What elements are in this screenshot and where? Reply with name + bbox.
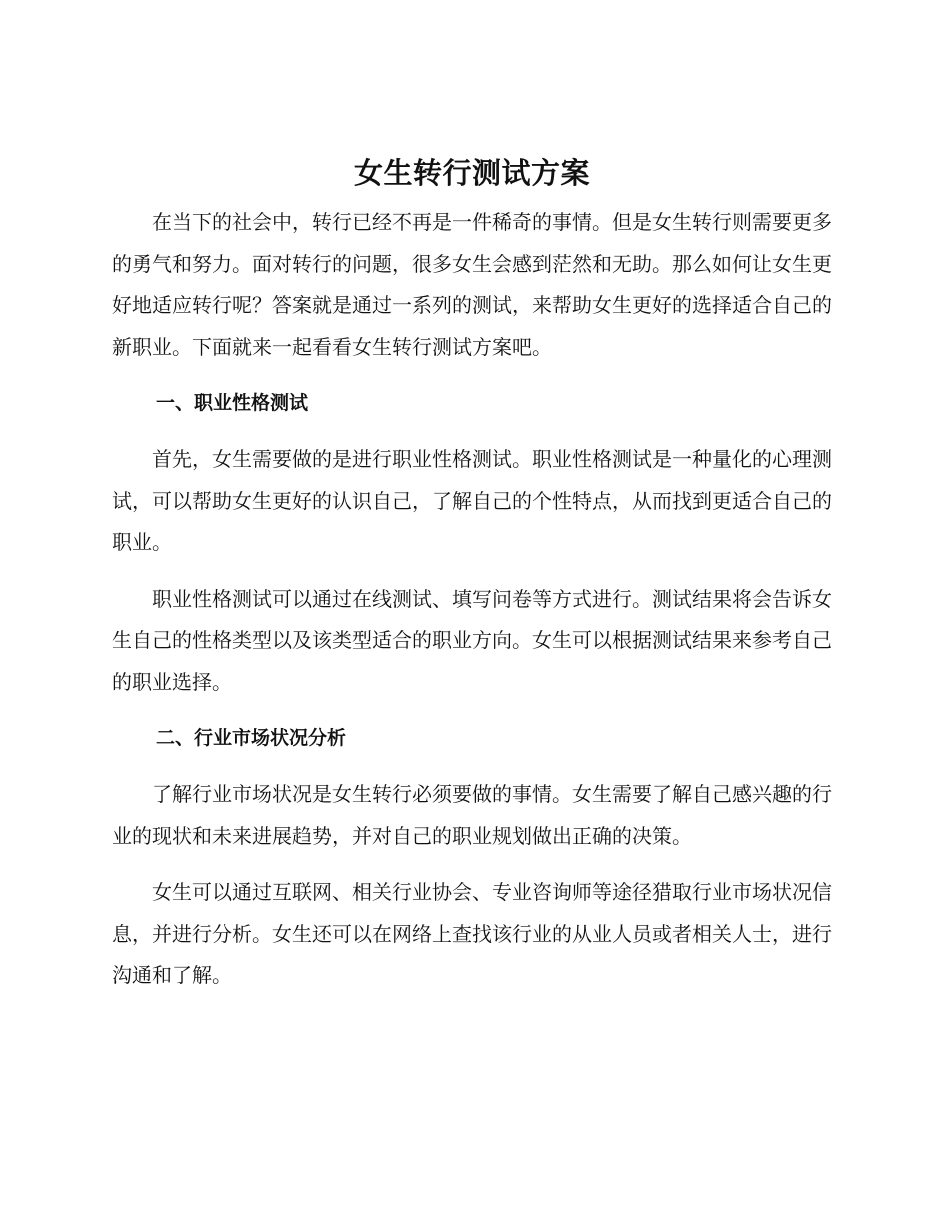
section-paragraph: 女生可以通过互联网、相关行业协会、专业咨询师等途径猎取行业市场状况信息，并进行分析。女生还可以在网络上查找该行业的从业人员或者相关人士，进行沟通和了解。 bbox=[112, 880, 832, 987]
section-heading: 二、行业市场状况分析 bbox=[156, 727, 347, 749]
section-paragraph: 职业性格测试可以通过在线测试、填写问卷等方式进行。测试结果将会告诉女生自己的性格类型以及该类型适合的职业方向。女生可以根据测试结果来参考自己的职业选择。 bbox=[112, 586, 832, 694]
section-career-personality-test bbox=[112, 383, 832, 703]
section-paragraph: 首先，女生需要做的是进行职业性格测试。职业性格测试是一种量化的心理测试，可以帮助女生更好的认识自己，了解自己的个性特点，从而找到更适合自己的职业。 bbox=[112, 447, 832, 554]
section-paragraph: 了解行业市场状况是女生转行必须要做的事情。女生需要了解自己感兴趣的行业的现状和未来进展趋势，并对自己的职业规划做出正确的决策。 bbox=[112, 782, 832, 848]
section-heading: 一、职业性格测试 bbox=[156, 392, 309, 414]
document-page bbox=[112, 150, 832, 997]
document-title: 女生转行测试方案 bbox=[353, 156, 590, 190]
intro-paragraph: 在当下的社会中，转行已经不再是一件稀奇的事情。但是女生转行则需要更多的勇气和努力。面对转行的问题，很多女生会感到茫然和无助。那么如何让女生更好地适应转行呢？答案就是通过一系列的测试，来帮助女生更好的选择适合自己的新职业。下面就来一起看看女生转行测试方案吧。 bbox=[112, 210, 832, 359]
section-industry-market-analysis bbox=[112, 718, 832, 997]
